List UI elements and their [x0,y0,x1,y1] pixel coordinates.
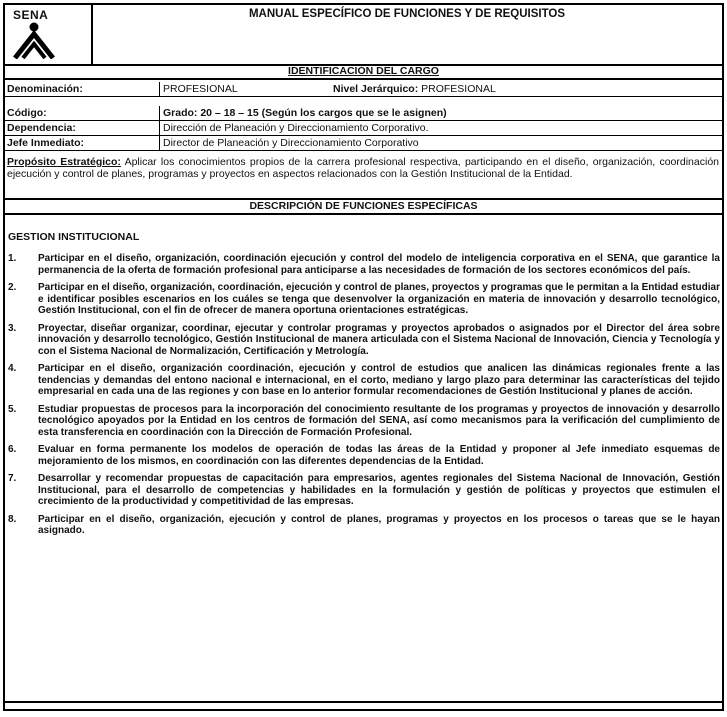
list-item: 6. Evaluar en forma permanente los modelos de operación de todas las áreas de la Entidad y proponer al Jefe inmediato esquemas de mejoramiento de los mismos, en coordinación con las diferentes dependencias de la Entidad. [8,444,720,467]
bottom-rule [5,701,722,703]
sena-logo [5,5,93,64]
row-denominacion [5,82,722,97]
list-item: 2. Participar en el diseño, organización, coordinación, ejecución y control de planes, proyectos y programas que le permitan a la Entidad estudiar e identificar posibles escenarios en los cuáles se tenga que desenvolver la organización en materia de innovación y desarrollo tecnológico, Gestión Institucional, con el fin de ofrecer de manera oportuna orientaciones estratégicas. [8,282,720,316]
group-title: GESTION INSTITUCIONAL [8,231,140,243]
functions-section-title: DESCRIPCIÓN DE FUNCIONES ESPECÍFICAS [249,200,478,212]
list-item: 4. Participar en el diseño, organización coordinación, ejecución y control de estudios que analicen las dinámicas regionales frente a las tendencias y demandas del entono nacional e internacional, en el corto, mediano y largo plazo para determinar las características del tejido empresarial en cada una de las regiones y con base en lo anterior formular recomendaciones de Gestión Institucional y planes de acción. [8,363,720,397]
nivel-label: Nivel Jerárquico: [333,83,419,95]
identification-section-bar [5,64,722,80]
list-item: 8. Participar en el diseño, organización, ejecución y control de planes, programas y proyectos en los procesos o tareas que se le hayan asignado. [8,513,720,536]
codigo-value: Grado: 20 – 18 – 15 (Según los cargos que se le asignen) [163,107,447,119]
row-codigo [5,106,722,121]
purpose-text: Aplicar los conocimientos propios de la carrera profesional respectiva, participando en el diseño, organización, coordinación ejecución y control de planes, programas y proyectos en aspectos relacionados con la Gestión Institucional de la Entidad. [7,156,719,180]
document-header [5,5,722,66]
list-item: 3. Proyectar, diseñar organizar, coordinar, ejecutar y controlar programas y proyectos aprobados o asignados por el Director del área sobre innovación y desarrollo tecnológico, Gestión Institucional de manera articulada con el Sistema Nacional de Innovación, Ciencia y Tecnología y con el Sistema Nacional de Normalización, Certificación y Metrología. [8,322,720,357]
dependencia-value: Dirección de Planeación y Direccionamiento Corporativo. [163,122,429,134]
purpose-label: Propósito Estratégico: [7,156,121,168]
list-item: 5. Estudiar propuestas de procesos para la incorporación del conocimiento resultante de los programas y proyectos de innovación y desarrollo tecnológico apoyados por la Entidad en los centros de formación del SENA, así como mecanismos para la verificación del cumplimiento de esta transferencia en coordinación con la Dirección de Formación Profesional. [8,403,720,438]
document-page [3,3,724,711]
denominacion-value: PROFESIONAL [163,83,238,95]
purpose-paragraph [7,156,719,180]
jefe-value: Director de Planeación y Direccionamiento Corporativo [163,137,419,149]
functions-list [8,253,720,543]
codigo-label: Código: [7,106,160,120]
nivel-value: PROFESIONAL [421,83,496,95]
logo-text: SENA [13,8,49,22]
jefe-label: Jefe Inmediato: [7,136,160,150]
list-item: 7. Desarrollar y recomendar propuestas de capacitación para empresarios, agentes regionales del Sistema Nacional de Innovación, Gestión Institucional, para el desarrollo de competencias y habilidades en la formulación y gestión de políticas y proyectos que estimulen el crecimiento de la productividad y competitividad de las empresas. [8,473,720,507]
row-dependencia [5,121,722,136]
sena-emblem-icon [9,21,59,59]
dependencia-label: Dependencia: [7,121,160,135]
denominacion-label: Denominación: [7,82,160,96]
row-jefe [5,136,722,151]
identification-section-title: IDENTIFICACIÓN DEL CARGO [288,65,439,77]
functions-section-bar [5,198,722,215]
list-item: 1. Participar en el diseño, organización, coordinación ejecución y control del modelo de inteligencia corporativa en el SENA, que garantice la permanencia de la oferta de formación profesional para anticiparse a las necesidades de formación de los sectores económicos del país. [8,253,720,276]
document-title: MANUAL ESPECÍFICO DE FUNCIONES Y DE REQUISITOS [248,8,566,20]
